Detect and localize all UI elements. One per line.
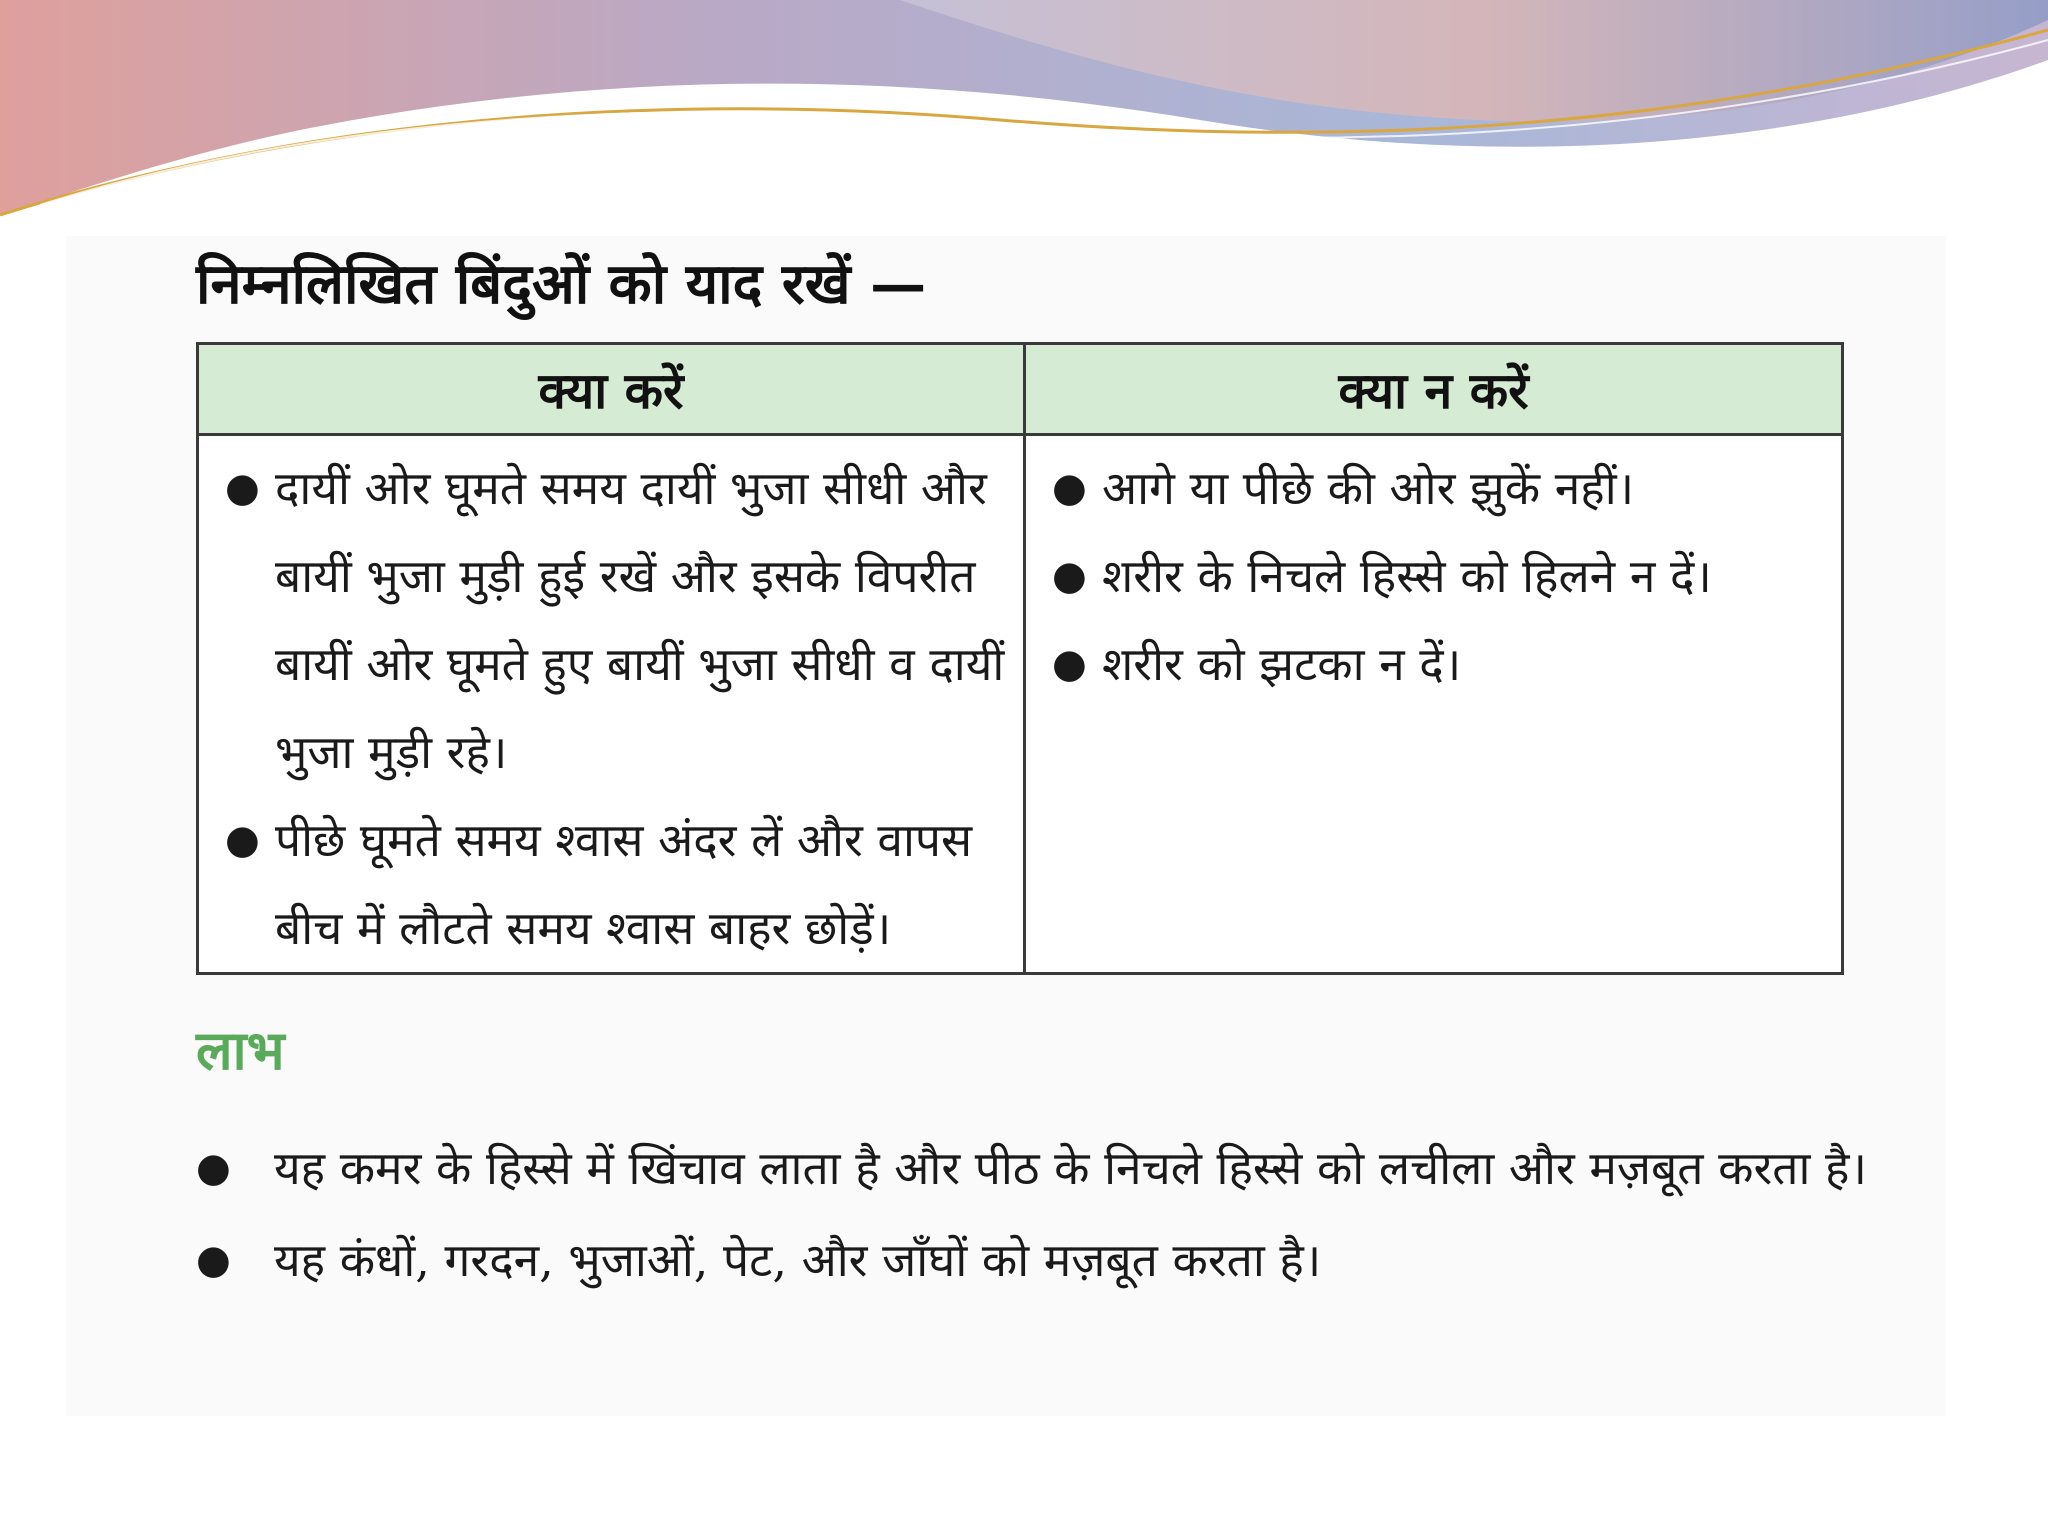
benefit-text: यह कंधों, गरदन, भुजाओं, पेट, और जाँघों को मज़बूत करता है।	[274, 1233, 1322, 1287]
bullet-icon: ●	[196, 1145, 231, 1191]
do-item-text: पीछे घूमते समय श्वास अंदर लें और वापस बीच में लौटते समय श्वास बाहर छोड़ें।	[275, 813, 973, 955]
decorative-header-banner	[0, 0, 2048, 240]
do-dont-table-container	[196, 342, 1844, 970]
dont-list	[1036, 444, 1831, 708]
list-item	[1036, 444, 1831, 532]
do-dont-table	[196, 342, 1844, 975]
do-list	[209, 444, 1013, 972]
list-item	[1036, 532, 1831, 620]
dont-cell	[1025, 435, 1843, 974]
table-row	[198, 435, 1843, 974]
list-item	[209, 444, 1013, 796]
section-heading: निम्नलिखित बिंदुओं को याद रखें —	[196, 251, 927, 317]
list-item	[209, 796, 1013, 972]
dont-item-text: शरीर के निचले हिस्से को हिलने न दें।	[1102, 549, 1712, 603]
bullet-icon: ●	[1052, 553, 1087, 599]
list-item	[196, 1214, 1876, 1306]
do-cell	[198, 435, 1025, 974]
bullet-icon: ●	[225, 465, 260, 511]
bullet-icon: ●	[1052, 465, 1087, 511]
do-item-text: दायीं ओर घूमते समय दायीं भुजा सीधी और बायीं भुजा मुड़ी हुई रखें और इसके विपरीत बायीं ओर घूमते हुए बायीं भुजा सीधी व दायीं भुजा मुड़ी रहे।	[275, 461, 1005, 779]
bullet-icon: ●	[196, 1237, 231, 1283]
dont-item-text: आगे या पीछे की ओर झुकें नहीं।	[1102, 461, 1635, 515]
list-item	[1036, 620, 1831, 708]
benefits-list	[196, 1122, 1876, 1306]
list-item	[196, 1122, 1876, 1214]
bullet-icon: ●	[1052, 641, 1087, 687]
header-dont: क्या न करें	[1025, 344, 1843, 435]
dont-item-text: शरीर को झटका न दें।	[1102, 637, 1462, 691]
benefit-text: यह कमर के हिस्से में खिंचाव लाता है और पीठ के निचले हिस्से को लचीला और मज़बूत करता है।	[274, 1141, 1867, 1195]
header-do: क्या करें	[198, 344, 1025, 435]
table-header-row	[198, 344, 1843, 435]
benefits-title: लाभ	[196, 1018, 285, 1082]
bullet-icon: ●	[225, 817, 260, 863]
